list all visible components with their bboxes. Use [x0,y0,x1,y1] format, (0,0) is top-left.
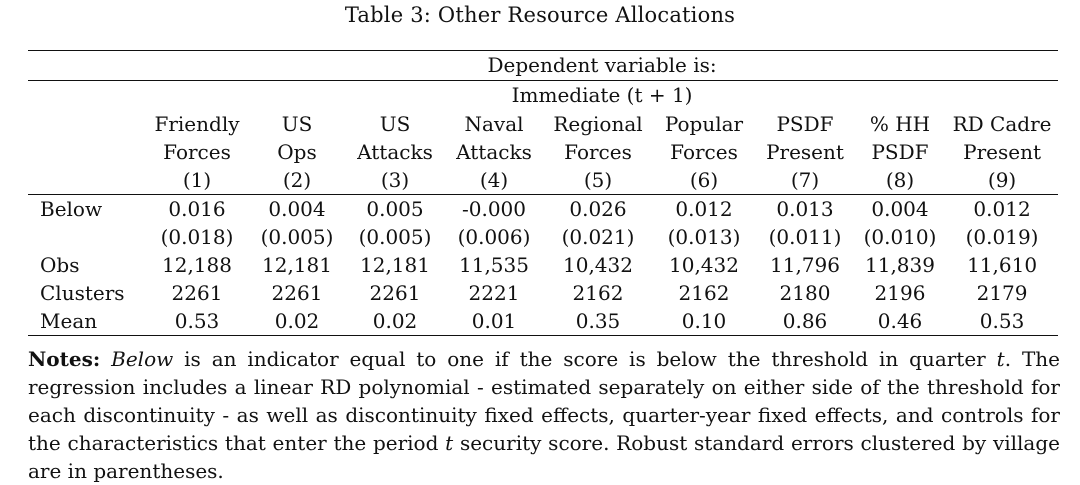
table-cell: 0.53 [946,307,1058,336]
table-cell: 12,188 [162,253,232,277]
row-obs [28,251,1058,279]
column-header-top: PSDF [776,112,834,136]
column-header-top: RD Cadre [952,112,1052,136]
table-cell: 0.004 [871,197,929,221]
column-header-bottom: Forces [670,140,738,164]
table-cell: 2261 [369,281,421,305]
column-number: (8) [885,168,915,192]
table-cell: 0.012 [675,197,733,221]
table-cell: (0.005) [260,225,334,249]
column-header-top: Naval [464,112,524,136]
table-cell: 2261 [171,281,223,305]
row-label: Below [40,197,103,221]
column-header-bottom: Present [963,140,1041,164]
table-cell: (0.021) [561,225,635,249]
table-cell: 10,432 [669,253,739,277]
table-cell: (0.013) [667,225,741,249]
row-below [28,195,1058,223]
table-cell: -0.000 [461,197,526,221]
table-cell: 0.004 [268,197,326,221]
table-cell: 2221 [468,281,520,305]
table-cell: 11,610 [967,253,1038,277]
column-number: (7) [790,168,820,192]
table-cell: 12,181 [360,253,430,277]
table-cell: (0.011) [768,225,842,249]
table-cell: 11,839 [865,253,935,277]
row-clusters [28,279,1058,307]
table-cell: 0.02 [346,307,444,336]
table-cell: 2162 [572,281,624,305]
table-cell: 0.012 [973,197,1031,221]
column-number: (2) [282,168,312,192]
notes-text-2: . The regression includes a linear RD polynomial - estimated separately on either side of the threshold for each discontinuity - as well as discontinuity fixed effects, quarter-year fixed effects, and controls for the characteristics that enter the period [28,347,1060,455]
table-cell: 0.026 [569,197,627,221]
dependent-variable-caption: Dependent variable is: [487,53,717,77]
table-cell: 0.005 [366,197,424,221]
column-number: (1) [182,168,212,192]
table-cell: 11,796 [770,253,840,277]
table-title: Table 3: Other Resource Allocations [344,3,736,27]
notes-text-1: is an indicator equal to one if the score is below the threshold in quarter [173,347,997,371]
table-cell: (0.010) [863,225,937,249]
table-cell: 0.86 [756,307,854,336]
column-number: (4) [479,168,509,192]
column-header-top: % HH [869,112,931,136]
column-header-top: US [281,112,313,136]
notes-text-3: security score. Robust standard errors clustered by village are in parentheses. [28,431,1060,483]
column-header-top: Regional [553,112,643,136]
column-header-bottom: Forces [564,140,632,164]
column-number: (9) [987,168,1017,192]
table-cell: 12,181 [262,253,332,277]
table-cell: 0.35 [544,307,652,336]
notes-below-word: Below [111,347,174,371]
table-cell: 0.01 [444,307,544,336]
column-header-line2 [28,138,1058,166]
table-cell: 0.46 [854,307,946,336]
table-cell: 0.10 [652,307,756,336]
header-dependent-row [28,51,1058,81]
column-header-line1 [28,110,1058,138]
table-notes [28,345,1060,485]
column-header-bottom: Present [766,140,844,164]
results-table [28,51,1058,336]
table-cell: 2179 [976,281,1028,305]
column-header-bottom: Forces [163,140,231,164]
table-cell: 0.53 [146,307,248,336]
column-number: (6) [689,168,719,192]
notes-t-2: t [445,431,454,455]
row-label: Clusters [40,281,125,305]
column-header-top: Friendly [154,112,240,136]
column-header-bottom: Ops [277,140,317,164]
period-caption: Immediate (t + 1) [511,83,693,107]
table-cell: (0.006) [457,225,531,249]
table-cell: (0.005) [358,225,432,249]
header-period-row [28,81,1058,110]
row-label: Mean [28,307,146,336]
row-label [28,223,146,251]
table-cell: 2180 [779,281,831,305]
notes-t: t [996,347,1005,371]
table-cell: (0.018) [160,225,234,249]
column-header-bottom: Attacks [456,140,532,164]
row-mean [28,307,1058,336]
table-cell: 10,432 [563,253,633,277]
column-header-top: US [379,112,411,136]
row-label: Obs [40,253,80,277]
column-number: (5) [583,168,613,192]
table-cell: 0.02 [248,307,346,336]
table-cell: 2261 [271,281,323,305]
column-header-top: Popular [664,112,744,136]
table-cell: 0.013 [776,197,834,221]
column-number: (3) [380,168,410,192]
table-cell: 0.016 [168,197,226,221]
table-cell: (0.019) [965,225,1039,249]
column-number-row [28,166,1058,195]
column-header-bottom: Attacks [357,140,433,164]
notes-label: Notes: [28,347,101,371]
column-header-bottom: PSDF [871,140,929,164]
table-cell: 2196 [874,281,926,305]
table-cell: 11,535 [459,253,529,277]
row-standard-errors [28,223,1058,251]
results-table-container [28,50,1058,336]
table-cell: 2162 [678,281,730,305]
